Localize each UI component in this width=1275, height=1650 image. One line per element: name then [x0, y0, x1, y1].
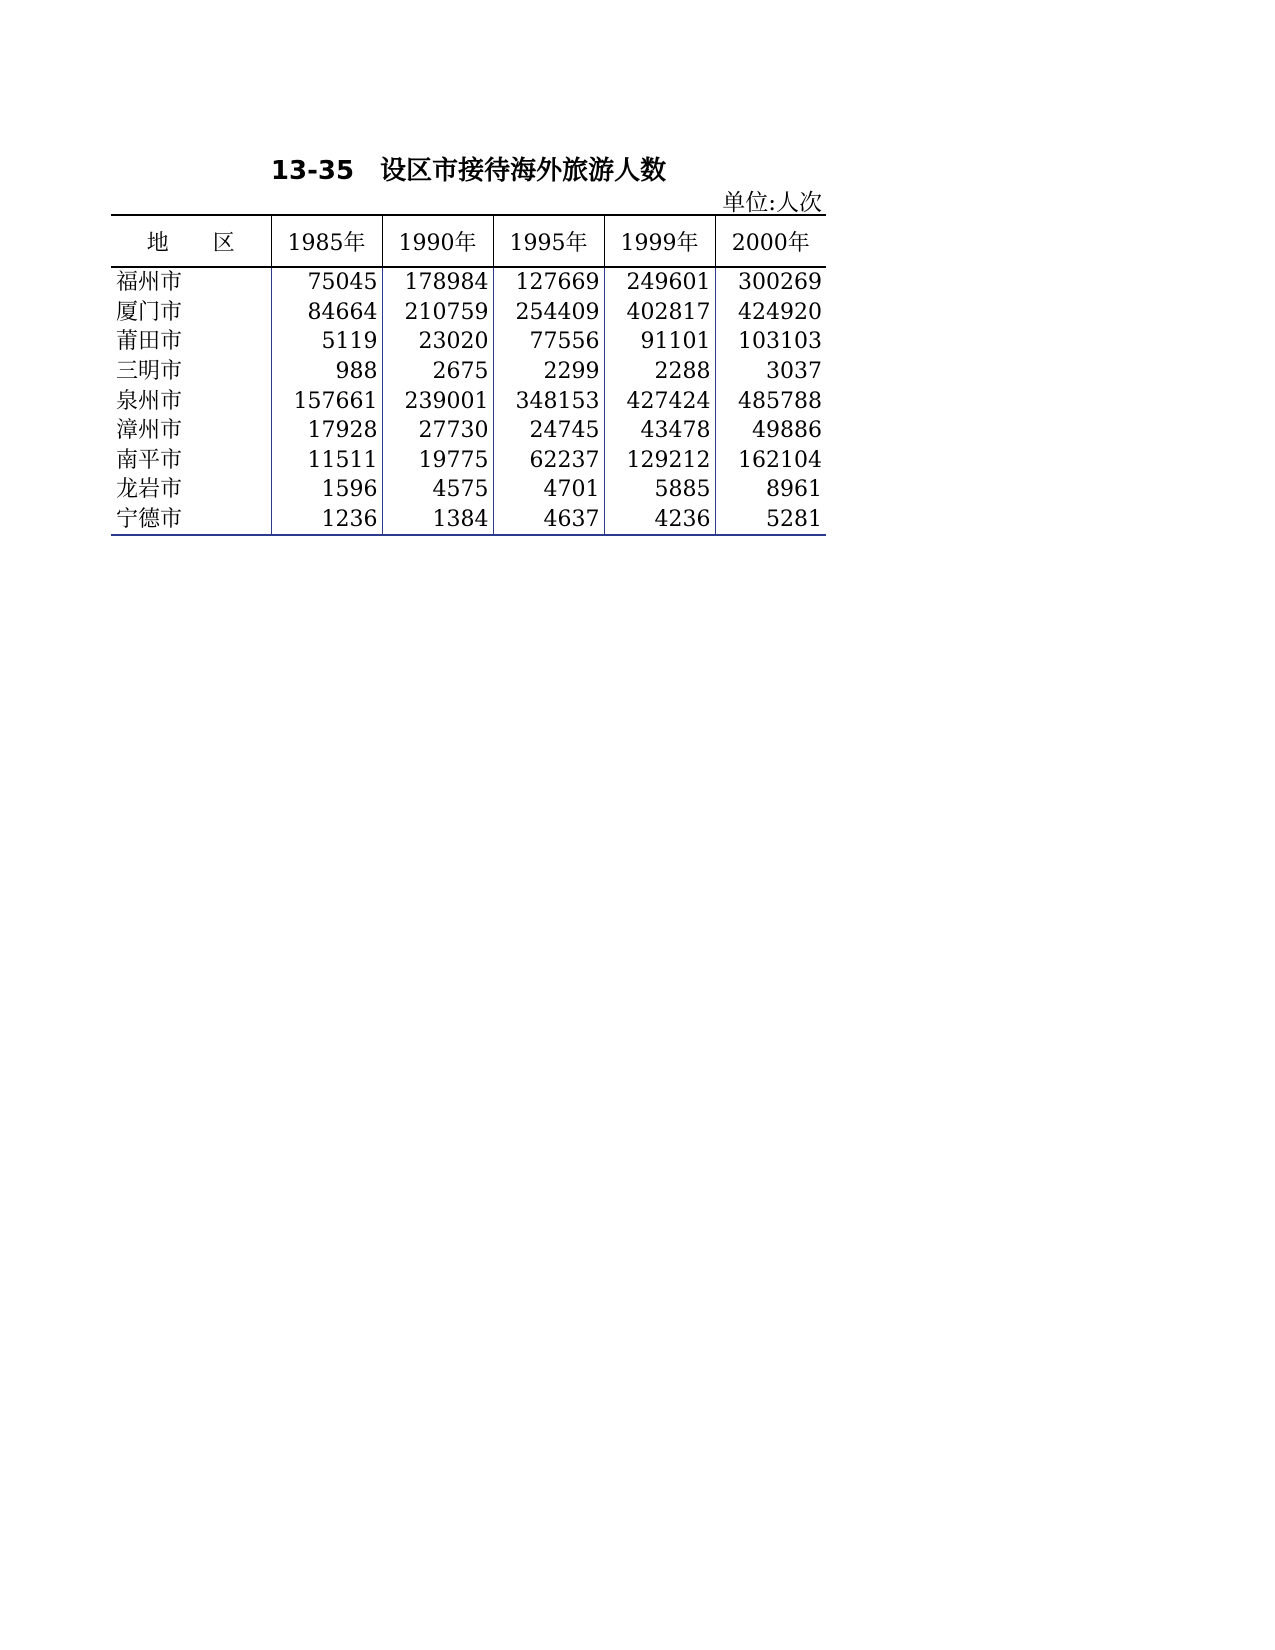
value-cell: 84664 — [271, 298, 382, 328]
table-row — [111, 505, 826, 536]
table-row — [111, 267, 826, 298]
table-row — [111, 357, 826, 387]
value-cell: 348153 — [493, 386, 604, 416]
value-cell: 2299 — [493, 357, 604, 387]
region-cell: 三明市 — [116, 359, 183, 385]
value-cell: 8961 — [715, 475, 826, 505]
column-header-region: 地 区 — [111, 215, 271, 267]
value-cell: 254409 — [493, 298, 604, 328]
value-cell: 485788 — [715, 386, 826, 416]
column-header-1985: 1985年 — [271, 215, 382, 267]
value-cell: 157661 — [271, 386, 382, 416]
table-row — [111, 446, 826, 476]
value-cell: 11511 — [271, 446, 382, 476]
value-cell: 988 — [271, 357, 382, 387]
value-cell: 5119 — [271, 327, 382, 357]
table-row — [111, 416, 826, 446]
region-cell: 泉州市 — [116, 388, 183, 414]
unit-label: 单位:人次 — [722, 190, 822, 216]
value-cell: 2288 — [604, 357, 715, 387]
region-cell: 福州市 — [116, 270, 183, 296]
value-cell: 4236 — [604, 505, 715, 536]
column-header-1999: 1999年 — [604, 215, 715, 267]
tourism-table — [111, 214, 826, 536]
value-cell: 210759 — [382, 298, 493, 328]
value-cell: 91101 — [604, 327, 715, 357]
page-title: 13-35 设区市接待海外旅游人数 — [270, 156, 667, 186]
table-row — [111, 386, 826, 416]
value-cell: 77556 — [493, 327, 604, 357]
value-cell: 162104 — [715, 446, 826, 476]
value-cell: 43478 — [604, 416, 715, 446]
value-cell: 2675 — [382, 357, 493, 387]
value-cell: 19775 — [382, 446, 493, 476]
column-header-1990: 1990年 — [382, 215, 493, 267]
value-cell: 424920 — [715, 298, 826, 328]
value-cell: 5281 — [715, 505, 826, 536]
region-cell: 莆田市 — [116, 329, 183, 355]
column-header-2000: 2000年 — [715, 215, 826, 267]
table-row — [111, 475, 826, 505]
value-cell: 427424 — [604, 386, 715, 416]
value-cell: 1384 — [382, 505, 493, 536]
region-cell: 厦门市 — [116, 299, 183, 325]
value-cell: 239001 — [382, 386, 493, 416]
table-row — [111, 298, 826, 328]
value-cell: 402817 — [604, 298, 715, 328]
value-cell: 23020 — [382, 327, 493, 357]
value-cell: 3037 — [715, 357, 826, 387]
value-cell: 24745 — [493, 416, 604, 446]
region-cell: 龙岩市 — [116, 477, 183, 503]
region-cell: 宁德市 — [111, 505, 271, 536]
value-cell: 75045 — [271, 267, 382, 298]
region-cell: 漳州市 — [116, 418, 183, 444]
value-cell: 249601 — [604, 267, 715, 298]
value-cell: 4637 — [493, 505, 604, 536]
value-cell: 300269 — [715, 267, 826, 298]
value-cell: 27730 — [382, 416, 493, 446]
column-header-1995: 1995年 — [493, 215, 604, 267]
value-cell: 127669 — [493, 267, 604, 298]
value-cell: 62237 — [493, 446, 604, 476]
region-cell: 南平市 — [116, 447, 183, 473]
value-cell: 1596 — [271, 475, 382, 505]
value-cell: 4575 — [382, 475, 493, 505]
value-cell: 1236 — [271, 505, 382, 536]
value-cell: 129212 — [604, 446, 715, 476]
value-cell: 178984 — [382, 267, 493, 298]
value-cell: 49886 — [715, 416, 826, 446]
table-row — [111, 327, 826, 357]
value-cell: 103103 — [715, 327, 826, 357]
value-cell: 17928 — [271, 416, 382, 446]
value-cell: 4701 — [493, 475, 604, 505]
value-cell: 5885 — [604, 475, 715, 505]
table-header-row — [111, 215, 826, 267]
